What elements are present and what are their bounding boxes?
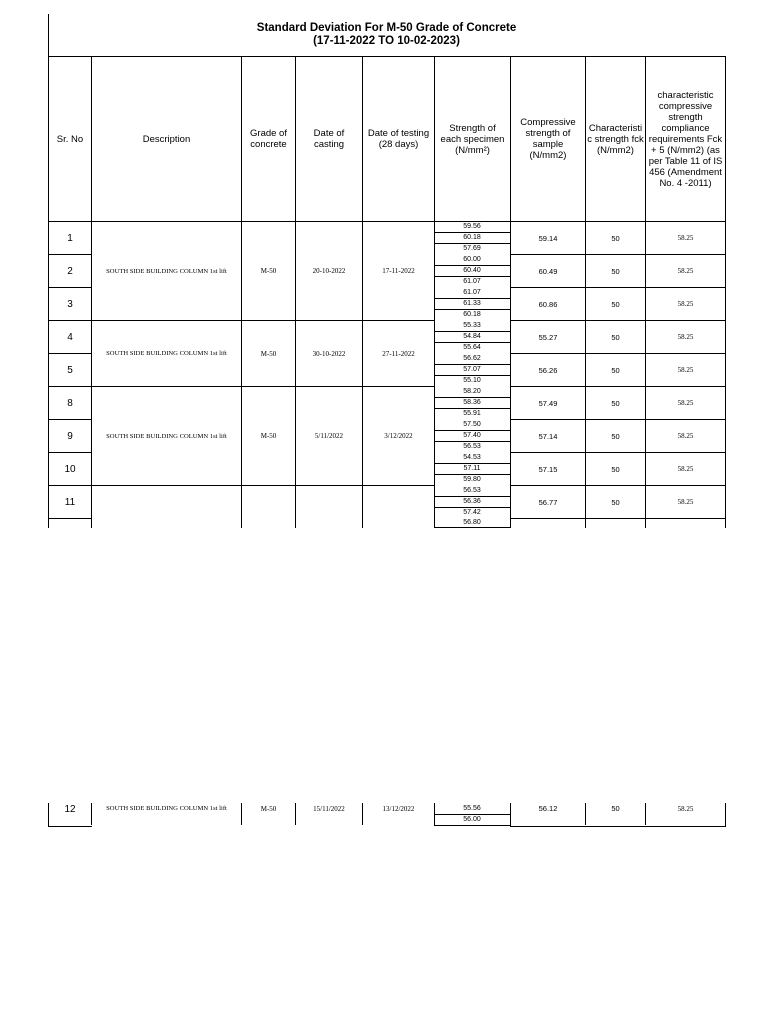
row-fck: 50 (611, 464, 620, 474)
group-sep (91, 485, 434, 486)
specimen-value: 56.62 (463, 355, 481, 362)
row-requirement: 58.25 (677, 300, 694, 308)
specimen-value: 60.18 (463, 234, 481, 241)
specimen-value: 57.07 (463, 366, 481, 373)
row-requirement: 58.25 (677, 366, 694, 374)
row-compressive: 60.49 (538, 266, 558, 276)
row-requirement: 58.25 (677, 267, 694, 275)
specimen-value: 55.33 (463, 322, 481, 329)
specimen-value: 61.07 (463, 278, 481, 285)
row-fck: 50 (611, 431, 620, 441)
specimen-value: 57.11 (463, 465, 481, 472)
header-casting: Date of casting (313, 128, 345, 150)
header-characteristic: Characteristi c strength fck (N/mm2) (587, 122, 644, 156)
row-fck: 50 (611, 804, 620, 813)
row-sr-no: 4 (67, 331, 73, 343)
specimen-value: 57.69 (463, 245, 481, 252)
row-compressive: 60.86 (538, 299, 558, 309)
row-fck: 50 (611, 233, 620, 243)
row-sr-no: 10 (64, 463, 76, 475)
specimen-value: 57.40 (463, 432, 481, 439)
frag-bottom (48, 826, 92, 827)
row-compressive: 56.26 (538, 365, 558, 375)
row-sep (48, 518, 92, 519)
row-compressive: 56.77 (538, 497, 558, 507)
row-fck: 50 (611, 497, 620, 507)
row-sep (510, 518, 726, 519)
row-compressive: 57.49 (538, 398, 558, 408)
header-grade: Grade of concrete (250, 128, 287, 150)
row-requirement: 58.25 (677, 465, 694, 473)
specimen-value: 55.91 (463, 410, 481, 417)
header-strength-each: Strength of each specimen (N/mm²) (440, 122, 505, 156)
row-requirement: 58.25 (677, 234, 694, 242)
row-compressive: 59.14 (538, 233, 558, 243)
specimen-value: 60.18 (463, 311, 481, 318)
specimen-value: 55.56 (463, 805, 481, 812)
row-requirement: 58.25 (677, 399, 694, 407)
specimen-value: 58.20 (463, 388, 481, 395)
group-casting-date: 30-10-2022 (312, 349, 346, 358)
specimen-value: 60.00 (463, 256, 481, 263)
row-sr-no: 3 (67, 298, 73, 310)
group-testing-date: 13/12/2022 (382, 804, 415, 813)
header-sr-no: Sr. No (56, 133, 84, 145)
specimen-value: 60.40 (463, 267, 481, 274)
specimen-line (434, 527, 511, 528)
header-compressive: Compressive strength of sample (N/mm2) (520, 117, 576, 161)
row-sr-no: 5 (67, 364, 73, 376)
specimen-value: 59.56 (463, 223, 481, 230)
row-fck: 50 (611, 365, 620, 375)
row-sr-no: 2 (67, 265, 73, 277)
specimen-line (434, 825, 511, 826)
row-requirement: 58.25 (677, 432, 694, 440)
group-testing-date: 27-11-2022 (382, 349, 415, 358)
specimen-value: 56.53 (463, 443, 481, 450)
group-casting-date: 15/11/2022 (313, 804, 345, 813)
row-compressive: 56.12 (538, 804, 558, 813)
header-description: Description (142, 133, 191, 145)
frag-border (725, 803, 726, 827)
row-sr-no: 1 (67, 232, 73, 244)
group-testing-date: 3/12/2022 (384, 432, 413, 440)
row-sr-no: 9 (67, 430, 73, 442)
specimen-value: 54.84 (463, 333, 481, 340)
header-compliance: characteristic compressive strength compliance requirements Fck + 5 (N/mm2) (as per Table 11 of IS 456 (Amendment No. 4 -2011) (648, 89, 723, 189)
row-compressive: 55.27 (538, 332, 558, 342)
group-description: SOUTH SIDE BUILDING COLUMN 1st lift (106, 267, 227, 275)
group-grade: M-50 (260, 349, 277, 358)
page-title: Standard Deviation For M-50 Grade of Concrete (256, 22, 517, 34)
group-grade: M-50 (260, 267, 277, 275)
specimen-value: 59.80 (463, 476, 481, 483)
row-sr-no: 11 (64, 496, 76, 508)
specimen-value: 54.53 (463, 454, 481, 461)
specimen-value: 61.33 (463, 300, 481, 307)
group-description: SOUTH SIDE BUILDING COLUMN 1st lift (106, 432, 227, 440)
row-fck: 50 (611, 299, 620, 309)
specimen-value: 57.42 (463, 509, 481, 516)
row-requirement: 58.25 (677, 498, 694, 506)
specimen-value: 55.64 (463, 344, 481, 351)
specimen-value: 55.10 (463, 377, 481, 384)
group-description: SOUTH SIDE BUILDING COLUMN 1st lift (106, 805, 227, 812)
specimen-value: 56.80 (463, 519, 481, 526)
row-sr-no: 12 (64, 804, 76, 815)
specimen-value: 56.00 (463, 816, 481, 823)
group-testing-date: 17-11-2022 (382, 267, 415, 275)
group-grade: M-50 (260, 432, 277, 440)
row-compressive: 57.14 (538, 431, 558, 441)
group-casting-date: 20-10-2022 (312, 267, 346, 275)
group-grade: M-50 (260, 804, 277, 813)
page-subtitle: (17-11-2022 TO 10-02-2023) (313, 35, 460, 47)
row-fck: 50 (611, 266, 620, 276)
row-requirement: 58.25 (677, 333, 694, 341)
row-sr-no: 8 (67, 397, 73, 409)
group-description: SOUTH SIDE BUILDING COLUMN 1st lift (106, 350, 227, 357)
row-fck: 50 (611, 332, 620, 342)
specimen-value: 56.36 (463, 498, 481, 505)
row-compressive: 57.15 (538, 464, 558, 474)
header-testing: Date of testing (28 days) (367, 128, 430, 150)
row-fck: 50 (611, 398, 620, 408)
frag-bottom (510, 826, 726, 827)
sheet-right-border (725, 56, 726, 528)
specimen-value: 61.07 (463, 289, 481, 296)
specimen-value: 56.53 (463, 487, 481, 494)
row-requirement: 58.25 (677, 804, 694, 813)
specimen-value: 58.36 (463, 399, 481, 406)
group-casting-date: 5/11/2022 (314, 432, 344, 440)
specimen-value: 57.50 (463, 421, 481, 428)
